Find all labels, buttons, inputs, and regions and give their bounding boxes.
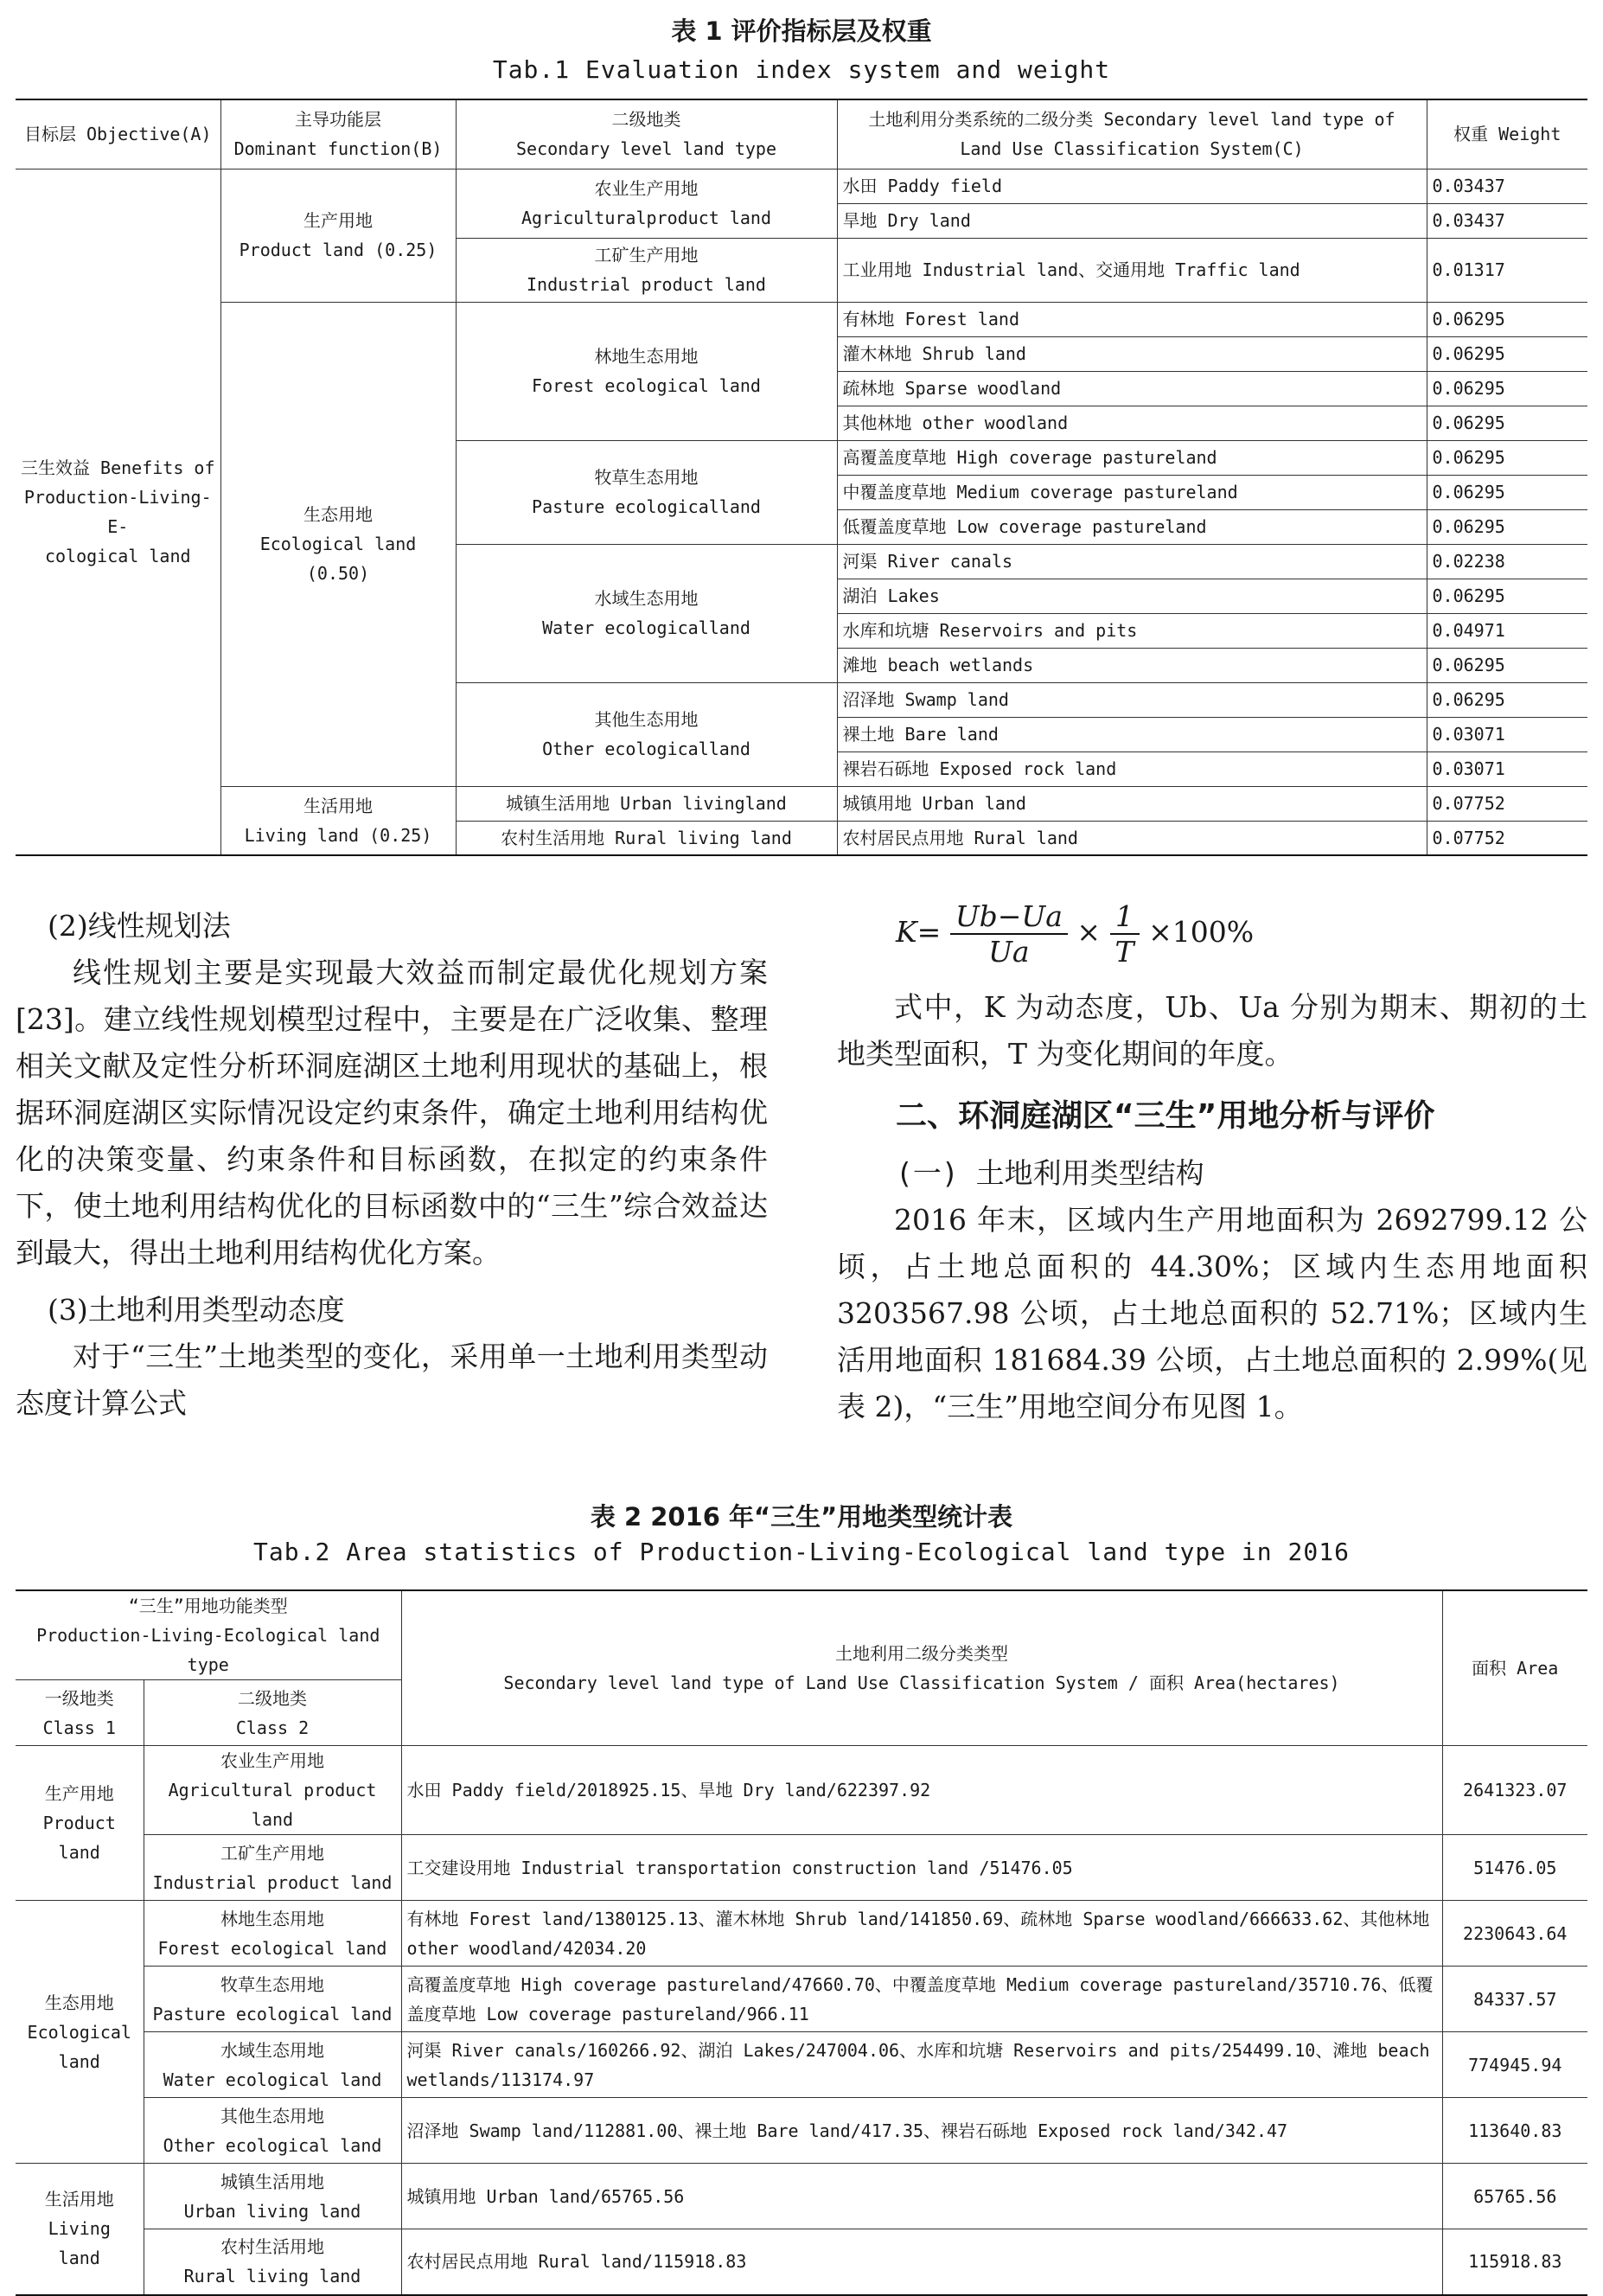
t1-dominant-product: 生产用地 Product land (0.25) xyxy=(220,169,456,302)
t1-row-weight: 0.06295 xyxy=(1427,336,1587,371)
t1-row-type: 水田 Paddy field xyxy=(837,169,1427,203)
t1-row-type: 裸岩石砾地 Exposed rock land xyxy=(837,751,1427,786)
t2-header-class1: 一级地类 Class 1 xyxy=(16,1680,144,1746)
t2-class2-cell: 牧草生态用地 Pasture ecological land xyxy=(144,1967,401,2032)
t1-row-type: 沼泽地 Swamp land xyxy=(837,682,1427,717)
t1-header-dominant: 主导功能层 Dominant function(B) xyxy=(220,99,456,169)
t1-row-type: 湖泊 Lakes xyxy=(837,579,1427,613)
t1-row-weight: 0.03437 xyxy=(1427,169,1587,203)
t1-row-type: 裸土地 Bare land xyxy=(837,717,1427,751)
t1-row-type: 城镇用地 Urban land xyxy=(837,786,1427,821)
t1-row-weight: 0.06295 xyxy=(1427,579,1587,613)
t1-row-weight: 0.06295 xyxy=(1427,509,1587,544)
t1-row-type: 中覆盖度草地 Medium coverage pastureland xyxy=(837,475,1427,509)
t1-row-weight: 0.02238 xyxy=(1427,544,1587,579)
t1-row-weight: 0.06295 xyxy=(1427,440,1587,475)
t1-header-secondary: 二级地类 Secondary level land type xyxy=(456,99,837,169)
t1-secondary-forest: 林地生态用地 Forest ecological land xyxy=(456,302,837,440)
t2-area-cell: 84337.57 xyxy=(1442,1967,1587,2032)
t2-class1-living: 生活用地 Living land xyxy=(16,2164,144,2295)
t2-detail-cell: 工交建设用地 Industrial transportation construction land /51476.05 xyxy=(401,1835,1442,1901)
t2-detail-cell: 农村居民点用地 Rural land/115918.83 xyxy=(401,2229,1442,2295)
paragraph-dynamic-degree: 对于“三生”土地类型的变化，采用单一土地利用类型动态度计算公式 xyxy=(16,1340,768,1420)
t1-header-objective: 目标层 Objective(A) xyxy=(16,99,220,169)
table1-title-en: Tab.1 Evaluation index system and weight xyxy=(492,55,1111,84)
t1-row-weight: 0.06295 xyxy=(1427,682,1587,717)
t1-row-type: 河渠 River canals xyxy=(837,544,1427,579)
paragraph-formula-explanation: 式中，K 为动态度，Ub、Ua 分别为期末、期初的土地类型面积，T 为变化期间的年度。 xyxy=(837,990,1587,1071)
t1-row-weight: 0.06295 xyxy=(1427,371,1587,406)
t1-secondary-agri: 农业生产用地 Agriculturalproduct land xyxy=(456,169,837,238)
t1-row-type: 有林地 Forest land xyxy=(837,302,1427,336)
t2-area-cell: 51476.05 xyxy=(1442,1835,1587,1901)
t2-area-cell: 774945.94 xyxy=(1442,2032,1587,2098)
t1-secondary-urban: 城镇生活用地 Urban livingland xyxy=(456,786,837,821)
t2-area-cell: 113640.83 xyxy=(1442,2098,1587,2164)
paragraph-land-structure: 2016 年末，区域内生产用地面积为 2692799.12 公顷，占土地总面积的 44.30%；区域内生态用地面积 3203567.98 公顷，占土地总面积的 52.71%；区域内生活用地面积 181684.39 公顷，占土地总面积的 2.99%(见表 2)，“三生”用地空间分布见图 1。 xyxy=(837,1203,1587,1423)
t2-class2-cell: 水域生态用地 Water ecological land xyxy=(144,2032,401,2098)
t1-secondary-pasture: 牧草生态用地 Pasture ecologicalland xyxy=(456,440,837,544)
t1-secondary-industrial: 工矿生产用地 Industrial product land xyxy=(456,238,837,302)
t1-row-weight: 0.07752 xyxy=(1427,786,1587,821)
t1-secondary-water: 水域生态用地 Water ecologicalland xyxy=(456,544,837,682)
t2-area-cell: 115918.83 xyxy=(1442,2229,1587,2295)
t2-class1-ecological: 生态用地 Ecological land xyxy=(16,1901,144,2164)
t1-row-type: 滩地 beach wetlands xyxy=(837,648,1427,682)
t2-area-cell: 2230643.64 xyxy=(1442,1901,1587,1967)
t1-secondary-other: 其他生态用地 Other ecologicalland xyxy=(456,682,837,786)
t1-row-type: 其他林地 other woodland xyxy=(837,406,1427,440)
t2-detail-cell: 沼泽地 Swamp land/112881.00、裸土地 Bare land/417.35、裸岩石砾地 Exposed rock land/342.47 xyxy=(401,2098,1442,2164)
t2-header-class2: 二级地类 Class 2 xyxy=(144,1680,401,1746)
t1-row-weight: 0.03437 xyxy=(1427,203,1587,238)
t1-row-weight: 0.07752 xyxy=(1427,821,1587,855)
t2-detail-cell: 有林地 Forest land/1380125.13、灌木林地 Shrub land/141850.69、疏林地 Sparse woodland/666633.62、其他林地 other woodland/42034.20 xyxy=(401,1901,1442,1967)
t1-objective-cell: 三生效益 Benefits of Production-Living-E- cological land xyxy=(16,169,220,855)
t2-area-cell: 65765.56 xyxy=(1442,2164,1587,2229)
t1-row-type: 高覆盖度草地 High coverage pastureland xyxy=(837,440,1427,475)
t1-row-weight: 0.03071 xyxy=(1427,751,1587,786)
t2-detail-cell: 水田 Paddy field/2018925.15、旱地 Dry land/622397.92 xyxy=(401,1746,1442,1835)
t2-class2-cell: 林地生态用地 Forest ecological land xyxy=(144,1901,401,1967)
t2-class2-cell: 工矿生产用地 Industrial product land xyxy=(144,1835,401,1901)
t2-class1-product: 生产用地 Product land xyxy=(16,1746,144,1901)
t1-row-type: 低覆盖度草地 Low coverage pastureland xyxy=(837,509,1427,544)
table2 xyxy=(16,1589,1587,2296)
paragraph-linear-programming: 线性规划主要是实现最大效益而制定最优化规划方案[23]。建立线性规划模型过程中，主要是在广泛收集、整理相关文献及定性分析环洞庭湖区土地利用现状的基础上，根据环洞庭湖区实际情况设定约束条件，确定土地利用结构优化的决策变量、约束条件和目标函数，在拟定的约束条件下，使土地利用结构优化的目标函数中的“三生”综合效益达到最大，得出土地利用结构优化方案。 xyxy=(16,956,768,1270)
section-heading-analysis: 二、环洞庭湖区“三生”用地分析与评价 xyxy=(896,1098,1435,1134)
t1-row-type: 旱地 Dry land xyxy=(837,203,1427,238)
table1-title-cn: 表 1 评价指标层及权重 xyxy=(671,16,932,46)
t1-row-type: 灌木林地 Shrub land xyxy=(837,336,1427,371)
table1 xyxy=(16,99,1587,856)
t1-row-weight: 0.06295 xyxy=(1427,475,1587,509)
t2-class2-cell: 农村生活用地 Rural living land xyxy=(144,2229,401,2295)
table2-title-en: Tab.2 Area statistics of Production-Living-Ecological land type in 2016 xyxy=(253,1538,1350,1566)
t2-detail-cell: 城镇用地 Urban land/65765.56 xyxy=(401,2164,1442,2229)
table2-title-cn: 表 2 2016 年“三生”用地类型统计表 xyxy=(590,1502,1013,1532)
subheading-land-structure: (一) 土地利用类型结构 xyxy=(896,1156,1204,1190)
t1-row-type: 工业用地 Industrial land、交通用地 Traffic land xyxy=(837,238,1427,302)
t2-detail-cell: 高覆盖度草地 High coverage pastureland/47660.70、中覆盖度草地 Medium coverage pastureland/35710.76、低覆盖度草地 Low coverage pastureland/966.11 xyxy=(401,1967,1442,2032)
t2-class2-cell: 农业生产用地 Agricultural product land xyxy=(144,1746,401,1835)
t1-row-weight: 0.01317 xyxy=(1427,238,1587,302)
formula-dynamic-degree: K= $\frac{Ub-Ua}{Ua}$ × $\frac{1}{T}$ ×100% xyxy=(896,899,1255,969)
section-heading-dynamic-degree: (3)土地利用类型动态度 xyxy=(48,1293,345,1327)
t1-secondary-rural: 农村生活用地 Rural living land xyxy=(456,821,837,855)
t1-row-weight: 0.06295 xyxy=(1427,302,1587,336)
section-heading-linear-programming: (2)线性规划法 xyxy=(48,909,231,943)
t2-area-cell: 2641323.07 xyxy=(1442,1746,1587,1835)
t1-row-weight: 0.04971 xyxy=(1427,613,1587,648)
t1-row-type: 水库和坑塘 Reservoirs and pits xyxy=(837,613,1427,648)
t1-row-weight: 0.06295 xyxy=(1427,648,1587,682)
t1-row-weight: 0.06295 xyxy=(1427,406,1587,440)
t1-dominant-living: 生活用地 Living land (0.25) xyxy=(220,786,456,855)
t2-header-area: 面积 Area xyxy=(1442,1590,1587,1746)
t1-header-luc: 土地利用分类系统的二级分类 Secondary level land type of Land Use Classification System(C) xyxy=(837,99,1427,169)
t2-class2-cell: 其他生态用地 Other ecological land xyxy=(144,2098,401,2164)
t2-header-func: “三生”用地功能类型 Production-Living-Ecological land type xyxy=(16,1590,401,1680)
t2-class2-cell: 城镇生活用地 Urban living land xyxy=(144,2164,401,2229)
t1-header-weight: 权重 Weight xyxy=(1427,99,1587,169)
t1-dominant-ecological: 生态用地 Ecological land (0.50) xyxy=(220,302,456,786)
t1-row-type: 农村居民点用地 Rural land xyxy=(837,821,1427,855)
t1-row-type: 疏林地 Sparse woodland xyxy=(837,371,1427,406)
t2-header-luc: 土地利用二级分类类型 Secondary level land type of Land Use Classification System / 面积 Area(hectares) xyxy=(401,1590,1442,1746)
t1-row-weight: 0.03071 xyxy=(1427,717,1587,751)
t2-detail-cell: 河渠 River canals/160266.92、湖泊 Lakes/247004.06、水库和坑塘 Reservoirs and pits/254499.10、滩地 beach wetlands/113174.97 xyxy=(401,2032,1442,2098)
